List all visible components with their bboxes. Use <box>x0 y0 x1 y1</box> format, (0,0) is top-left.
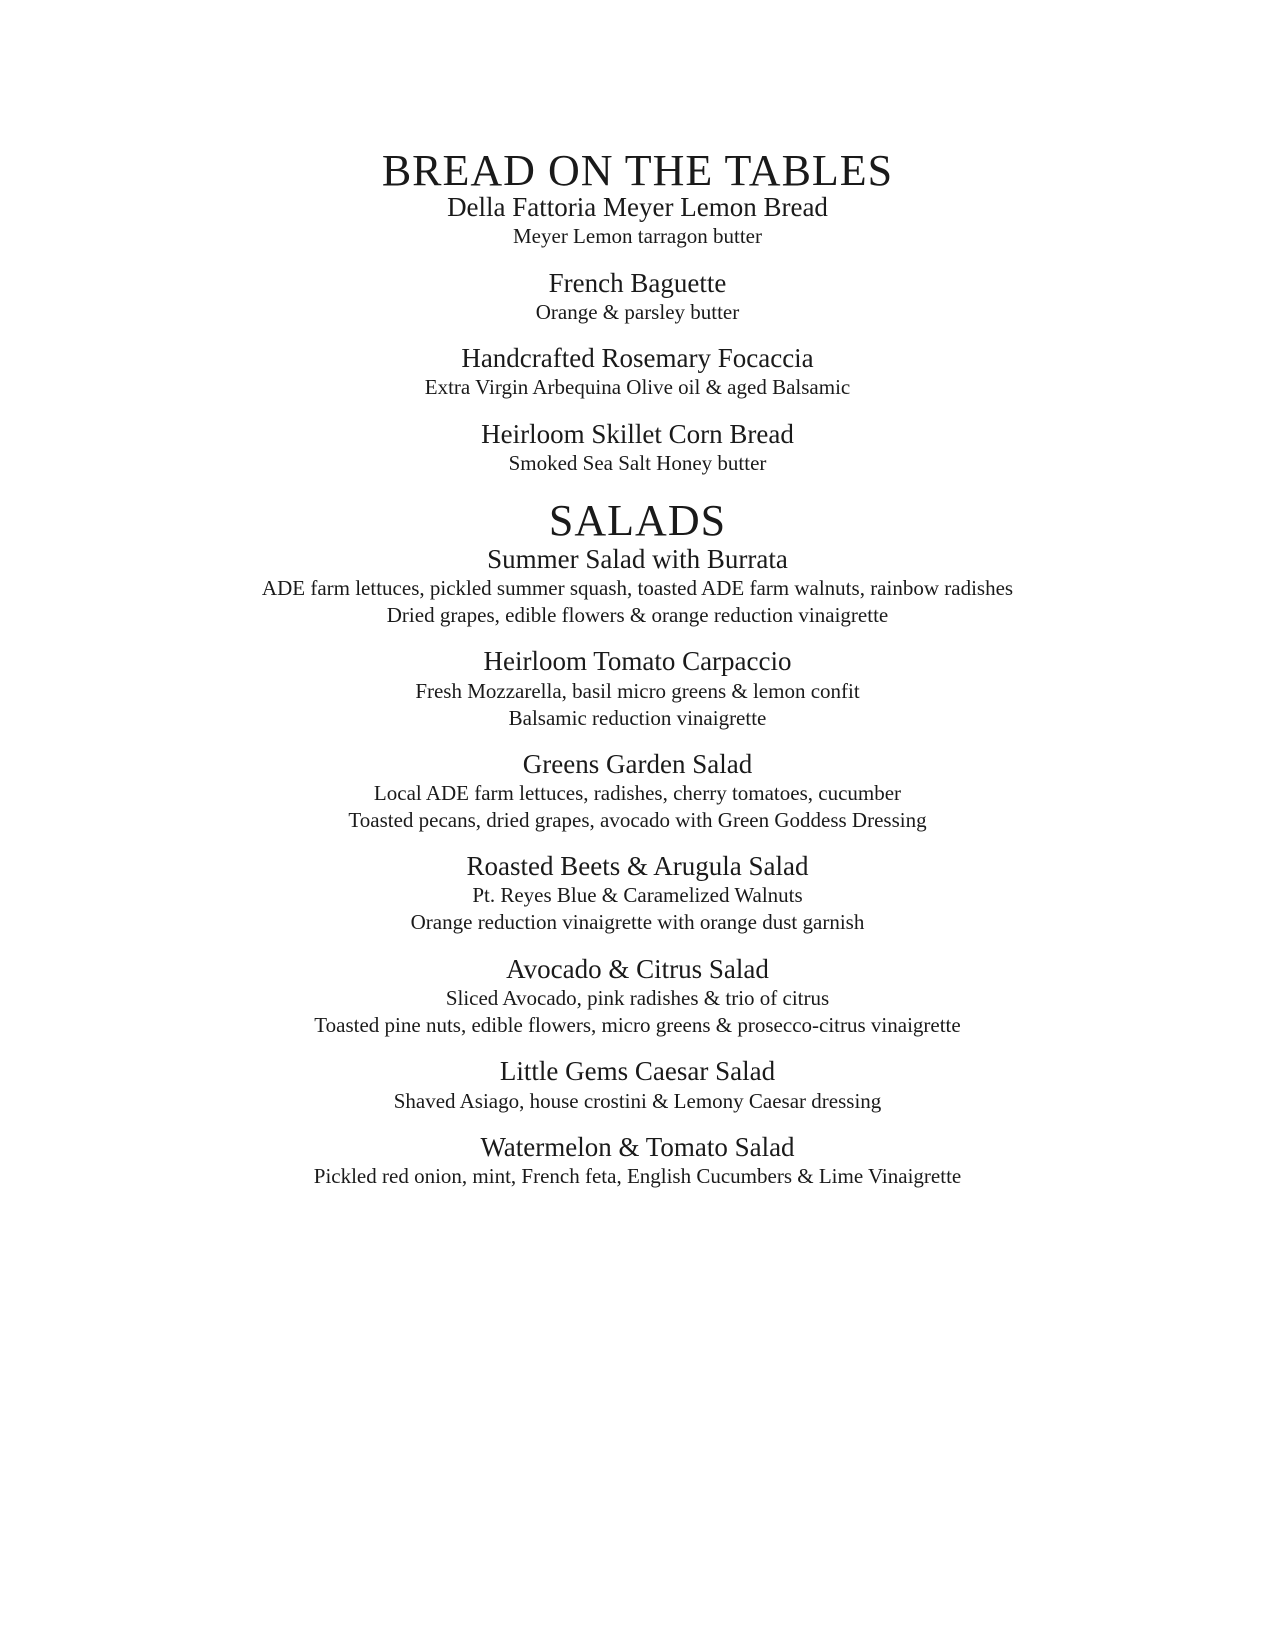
menu-item-name: Heirloom Skillet Corn Bread <box>481 419 794 449</box>
menu-item-name: Summer Salad with Burrata <box>487 544 788 574</box>
menu-item-name: Handcrafted Rosemary Focaccia <box>461 343 814 373</box>
menu-item-description: Orange & parsley butter <box>535 300 740 324</box>
section-title-salads: SALADS <box>548 496 727 545</box>
menu-item-name: Heirloom Tomato Carpaccio <box>483 646 792 676</box>
menu-item-name: Roasted Beets & Arugula Salad <box>466 851 809 881</box>
menu-item-description: Balsamic reduction vinaigrette <box>508 706 767 730</box>
menu-item-description: Smoked Sea Salt Honey butter <box>508 451 767 475</box>
menu-item-description: Toasted pine nuts, edible flowers, micro greens & prosecco-citrus vinaigrette <box>314 1013 961 1037</box>
menu-item-description: Pickled red onion, mint, French feta, English Cucumbers & Lime Vinaigrette <box>313 1164 962 1188</box>
menu-item-description: Local ADE farm lettuces, radishes, cherry tomatoes, cucumber <box>373 781 902 805</box>
menu-item-description: Extra Virgin Arbequina Olive oil & aged Balsamic <box>424 375 851 399</box>
section-title-bread: BREAD ON THE TABLES <box>381 146 894 195</box>
menu-item-name: Watermelon & Tomato Salad <box>480 1132 795 1162</box>
menu-item-description: Orange reduction vinaigrette with orange dust garnish <box>410 910 865 934</box>
menu-item-description: ADE farm lettuces, pickled summer squash, toasted ADE farm walnuts, rainbow radishes <box>261 576 1014 600</box>
menu-item-description: Pt. Reyes Blue & Caramelized Walnuts <box>472 883 803 907</box>
menu-item-description: Sliced Avocado, pink radishes & trio of citrus <box>445 986 830 1010</box>
menu-item-description: Toasted pecans, dried grapes, avocado with Green Goddess Dressing <box>348 808 927 832</box>
menu-item-name: Little Gems Caesar Salad <box>499 1056 776 1086</box>
menu-item-description: Fresh Mozzarella, basil micro greens & lemon confit <box>415 679 860 703</box>
menu-item-name: French Baguette <box>548 268 727 298</box>
menu-item-description: Meyer Lemon tarragon butter <box>513 224 762 248</box>
menu-item-name: Greens Garden Salad <box>522 749 753 779</box>
menu-item-name: Della Fattoria Meyer Lemon Bread <box>447 192 828 222</box>
menu-item-description: Dried grapes, edible flowers & orange reduction vinaigrette <box>386 603 889 627</box>
menu-item-description: Shaved Asiago, house crostini & Lemony Caesar dressing <box>393 1089 882 1113</box>
menu-item-name: Avocado & Citrus Salad <box>506 954 769 984</box>
